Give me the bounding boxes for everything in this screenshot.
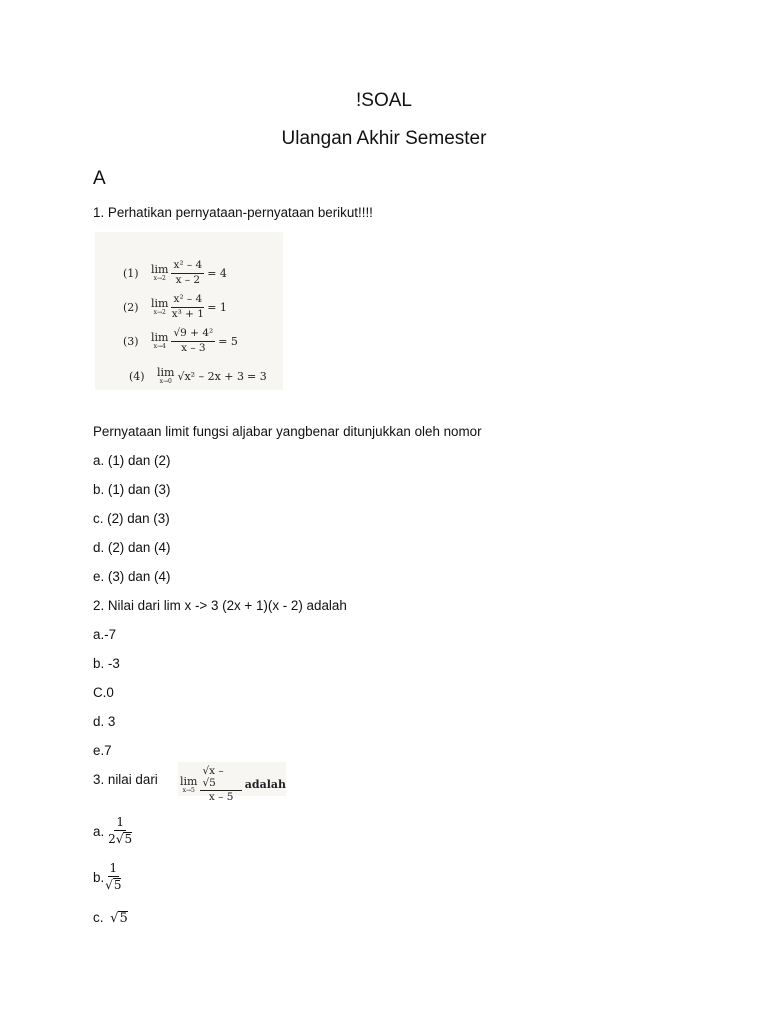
section-label: A [93,168,106,189]
question-2-option-e: e.7 [93,743,112,758]
question-1-option-d: d. (2) dan (4) [93,540,171,555]
question-1-option-a: a. (1) dan (2) [93,453,171,468]
statement-3-denominator: x – 3 [181,341,206,354]
lim-operator: lim [151,331,169,345]
lim-operator: lim [151,297,169,311]
radicand: 5 [124,831,133,846]
statement-4-number: (4) [129,369,145,383]
statement-3-number: (3) [123,334,139,348]
statement-2-denominator: x³ + 1 [171,307,204,320]
lim-subscript: x→2 [153,275,166,283]
option-b-fraction [105,862,121,893]
question-1-option-b: b. (1) dan (3) [93,482,171,497]
question-3-limit-image [178,762,286,804]
statement-1-rhs: = 4 [207,266,227,280]
question-2-option-a: a.-7 [93,627,117,642]
question-3-prompt: 3. nilai dari [93,772,158,787]
statement-3 [123,328,238,354]
option-label: a. [93,823,105,839]
lim-operator: lim [157,366,175,379]
statement-1 [123,260,227,286]
lim-subscript: x→5 [182,786,195,794]
fraction-numerator: 1 [109,861,118,875]
question-1-prompt: 1. Perhatikan pernyataan-pernyataan berikut!!!! [93,205,373,220]
radicand: 5 [113,877,122,892]
fraction-coefficient: 2 [108,831,116,846]
sqrt-icon: √ [110,911,119,926]
document-title: !SOAL [356,90,412,111]
statement-1-denominator: x – 2 [175,273,201,286]
question-1-statements-image [95,232,283,390]
question-3-option-c [93,910,128,926]
lim-subscript: x→4 [153,343,166,351]
question-2-prompt: 2. Nilai dari lim x -> 3 (2x + 1)(x - 2) adalah [93,598,347,613]
question-3-numerator: √x – √5 [200,766,241,791]
sqrt-icon: √ [115,831,124,846]
question-3-denominator: x – 5 [208,791,234,804]
radicand: 5 [119,911,128,926]
lim-operator: lim [180,774,198,788]
lim-operator: lim [151,263,169,277]
option-label: c. [93,910,104,925]
statement-4-rhs: = 3 [247,369,267,383]
question-3-suffix: adalah [244,778,286,792]
sqrt-icon: √ [105,877,113,892]
statement-4-expression: √x² – 2x + 3 [177,369,244,383]
statement-1-numerator: x² – 4 [171,260,204,274]
question-3-option-a [93,816,132,847]
question-1-option-e: e. (3) dan (4) [93,569,171,584]
statement-1-number: (1) [123,266,139,280]
question-2-option-b: b. -3 [93,656,120,671]
fraction-numerator: 1 [116,815,124,829]
lim-subscript: x→0 [159,378,172,385]
document-subtitle: Ulangan Akhir Semester [281,128,487,149]
lim-subscript: x→2 [153,309,166,317]
statement-2-rhs: = 1 [207,300,227,314]
statement-4 [129,367,267,385]
question-3-option-b [93,862,121,893]
statement-3-numerator: √9 + 4² [171,328,215,342]
statement-2-number: (2) [123,300,139,314]
question-2-option-c: C.0 [93,685,114,700]
question-2-option-d: d. 3 [93,714,116,729]
question-1-option-c: c. (2) dan (3) [93,511,170,526]
question-1-text: Pernyataan limit fungsi aljabar yangbenar ditunjukkan oleh nomor [93,424,482,439]
option-label: b. [93,869,105,885]
statement-2-numerator: x² – 4 [171,294,204,308]
statement-3-rhs: = 5 [218,334,238,348]
option-a-fraction [108,816,132,847]
question-3-limit-expression [180,766,286,804]
statement-2 [123,294,227,320]
